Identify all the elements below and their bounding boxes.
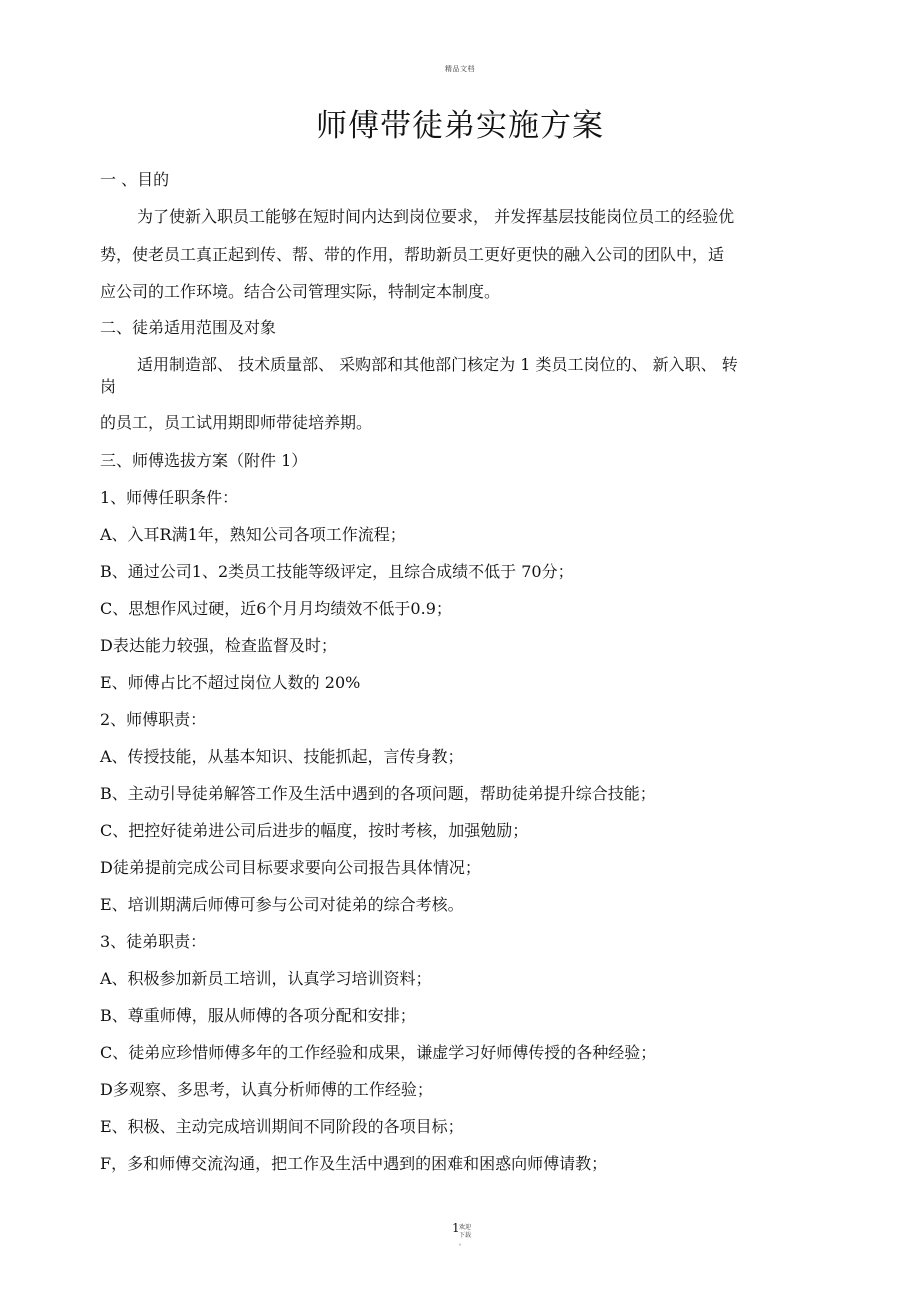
apprentice-duty-e: E、积极、主动完成培训期间不同阶段的各项目标；: [100, 1117, 464, 1136]
master-duty-b: B、主动引导徒弟解答工作及生活中遇到的各项问题，帮助徒弟提升综合技能；: [100, 784, 656, 803]
apprentice-duties-heading: 3、徒弟职责：: [100, 932, 207, 951]
apprentice-duty-b: B、尊重师傅，服从师傅的各项分配和安排；: [100, 1006, 416, 1025]
master-duties-heading: 2、师傅职责：: [100, 710, 207, 729]
apprentice-duty-d: D多观察、多思考，认真分析师傅的工作经验；: [100, 1080, 433, 1099]
master-duty-a: A、传授技能，从基本知识、技能抓起，言传身教；: [100, 747, 464, 766]
master-duty-e: E、培训期满后师傅可参与公司对徒弟的综合考核。: [100, 895, 464, 914]
section-1-paragraph-line-2: 势，使老员工真正起到传、帮、带的作用，帮助新员工更好更快的融入公司的团队中，适: [100, 245, 725, 264]
master-qualification-b: B、通过公司1、2类员工技能等级评定，且综合成绩不低于 70分；: [100, 562, 574, 581]
page-number: 1: [452, 1221, 460, 1235]
master-qualification-e: E、师傅占比不超过岗位人数的 20%: [100, 673, 361, 692]
apprentice-duty-a: A、积极参加新员工培训，认真学习培训资料；: [100, 969, 432, 988]
master-duty-c: C、把控好徒弟进公司后进步的幅度，按时考核，加强勉励；: [100, 821, 529, 840]
section-2-paragraph-line-1: 适用制造部、 技术质量部、 采购部和其他部门核定为 1 类员工岗位的、 新入职、 转: [137, 355, 738, 374]
section-1-paragraph-line-1: 为了使新入职员工能够在短时间内达到岗位要求， 并发挥基层技能岗位员工的经验优: [137, 207, 735, 226]
section-2-paragraph-line-2: 的员工，员工试用期即师带徒培养期。: [100, 413, 373, 432]
master-qualifications-heading: 1、师傅任职条件：: [100, 488, 239, 507]
section-3-heading: 三、师傅选拔方案（附件 1）: [100, 451, 308, 470]
master-qualification-d: D表达能力较强，检查监督及时；: [100, 636, 337, 655]
apprentice-duty-f: F，多和师傅交流沟通，把工作及生活中遇到的困难和困惑向师傅请教；: [100, 1154, 608, 1173]
section-2-paragraph-line-1-wrap: 岗: [100, 377, 117, 396]
section-1-heading: 一 、目的: [100, 170, 170, 189]
header-mark: 精品文档: [445, 65, 475, 73]
master-qualification-c: C、思想作风过硬，近6个月月均绩效不低于0.9；: [100, 599, 452, 618]
footer-text: 欢迎下载 。: [459, 1224, 472, 1247]
apprentice-duty-c: C、徒弟应珍惜师傅多年的工作经验和成果，谦虚学习好师傅传授的各种经验；: [100, 1043, 657, 1062]
master-duty-d: D徒弟提前完成公司目标要求要向公司报告具体情况；: [100, 858, 481, 877]
document-title: 师傅带徒弟实施方案: [316, 108, 604, 144]
master-qualification-a: A、入耳R满1年，熟知公司各项工作流程；: [100, 525, 406, 544]
section-2-heading: 二、徒弟适用范围及对象: [100, 318, 277, 337]
section-1-paragraph-line-3: 应公司的工作环境。结合公司管理实际，特制定本制度。: [100, 282, 501, 301]
